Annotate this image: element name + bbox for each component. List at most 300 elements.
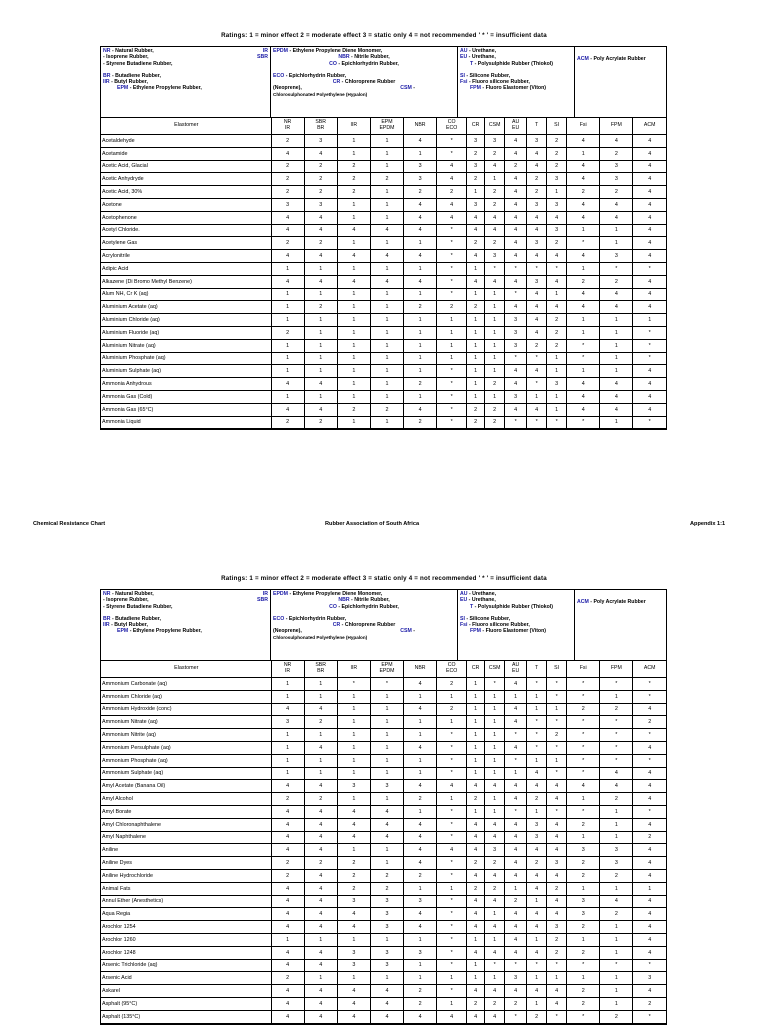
rating-cell: 3	[404, 160, 437, 173]
rating-cell: 2	[467, 793, 485, 806]
rating-cell: 4	[567, 390, 600, 403]
rating-cell: 4	[271, 147, 304, 160]
rating-cell: 2	[467, 301, 485, 314]
rating-cell: 4	[633, 390, 666, 403]
rating-cell: 1	[337, 288, 370, 301]
rating-cell: 2	[547, 729, 567, 742]
rating-cell: 2	[304, 173, 337, 186]
rating-cell: *	[437, 959, 467, 972]
rating-cell: 4	[304, 211, 337, 224]
rating-cell: 2	[600, 703, 633, 716]
rating-cell: 4	[505, 793, 527, 806]
elastomer-name-cell: Ammonium Persulphate (aq)	[101, 741, 271, 754]
rating-cell: 3	[404, 946, 437, 959]
rating-cell: 4	[567, 378, 600, 391]
resistance-chart	[100, 589, 667, 1025]
rating-cell: 1	[337, 339, 370, 352]
rating-cell: 4	[505, 921, 527, 934]
rating-cell: 4	[404, 831, 437, 844]
column-header: CR	[467, 118, 485, 135]
footer-right: Appendix 1:1	[690, 521, 726, 527]
rating-cell: 1	[370, 416, 403, 429]
rating-cell: *	[485, 959, 505, 972]
rating-cell: 4	[505, 186, 527, 199]
rating-cell: 1	[547, 288, 567, 301]
elastomer-name-cell: Acetic Anhydryde	[101, 173, 271, 186]
elastomer-name-cell: Ammonia Gas (65°C)	[101, 403, 271, 416]
rating-cell: 4	[633, 237, 666, 250]
rating-cell: 1	[485, 716, 505, 729]
rating-cell: 1	[337, 314, 370, 327]
rating-cell: 1	[337, 390, 370, 403]
rating-cell: 4	[527, 946, 547, 959]
rating-cell: 1	[485, 729, 505, 742]
rating-cell: 4	[337, 908, 370, 921]
rating-cell: 4	[485, 780, 505, 793]
rating-cell: 1	[304, 326, 337, 339]
legend-col-3: AU - Urethane, EU - Urethane, T - Polysulphide Rubber (Thiokol) SI - Silicone Rubber, Fsi - Fluoro silicone Rubber, FPM - Fluoro Elastomer (Viton)	[458, 590, 575, 660]
rating-cell: 2	[600, 793, 633, 806]
rating-cell: 4	[467, 224, 485, 237]
rating-cell: 4	[600, 403, 633, 416]
rating-cell: 4	[467, 818, 485, 831]
rating-cell: 1	[304, 339, 337, 352]
rating-cell: 1	[485, 288, 505, 301]
rating-cell: 2	[437, 186, 467, 199]
column-header: ACM	[633, 118, 666, 135]
rating-cell: 4	[567, 135, 600, 148]
rating-cell: 4	[337, 985, 370, 998]
rating-cell: *	[567, 339, 600, 352]
rating-cell: 4	[337, 275, 370, 288]
rating-cell: 1	[271, 301, 304, 314]
rating-cell: 4	[370, 1010, 403, 1023]
rating-cell: 1	[370, 741, 403, 754]
elastomer-name-cell: Askarel	[101, 985, 271, 998]
rating-cell: 2	[547, 339, 567, 352]
rating-cell: 4	[467, 985, 485, 998]
rating-cell: 4	[567, 211, 600, 224]
rating-cell: 4	[567, 780, 600, 793]
rating-cell: 2	[467, 173, 485, 186]
table-row	[101, 301, 666, 314]
rating-cell: 1	[485, 741, 505, 754]
rating-cell: 4	[505, 741, 527, 754]
rating-cell: 3	[505, 326, 527, 339]
rating-cell: 1	[337, 211, 370, 224]
rating-cell: 1	[600, 314, 633, 327]
column-header: CR	[467, 661, 485, 678]
rating-cell: 2	[467, 416, 485, 429]
rating-cell: 4	[633, 301, 666, 314]
rating-cell: *	[527, 352, 547, 365]
elastomer-name-cell: Arsenic Trichloride (aq)	[101, 959, 271, 972]
rating-cell: 1	[547, 972, 567, 985]
rating-cell: 1	[600, 985, 633, 998]
rating-cell: 1	[485, 314, 505, 327]
rating-cell: 1	[404, 972, 437, 985]
rating-cell: *	[437, 908, 467, 921]
rating-cell: 1	[404, 326, 437, 339]
rating-cell: 4	[467, 780, 485, 793]
rating-cell: 4	[547, 985, 567, 998]
rating-cell: *	[547, 959, 567, 972]
rating-cell: 2	[633, 831, 666, 844]
table-row	[101, 857, 666, 870]
rating-cell: 4	[527, 985, 547, 998]
legend-col-4: ACM - Poly Acrylate Rubber	[577, 56, 646, 62]
rating-cell: 4	[271, 403, 304, 416]
rating-cell: 1	[467, 716, 485, 729]
table-row	[101, 805, 666, 818]
elastomer-name-cell: Acetylene Gas	[101, 237, 271, 250]
table-row	[101, 147, 666, 160]
rating-cell: 4	[404, 844, 437, 857]
rating-cell: *	[567, 741, 600, 754]
rating-cell: 2	[271, 972, 304, 985]
rating-cell: 4	[567, 250, 600, 263]
rating-cell: 2	[567, 869, 600, 882]
rating-cell: 4	[337, 818, 370, 831]
table-body	[101, 135, 666, 429]
elastomer-name-cell: Ammonium Nitrate (aq)	[101, 716, 271, 729]
rating-cell: *	[527, 378, 547, 391]
rating-cell: 1	[567, 831, 600, 844]
rating-cell: 1	[467, 690, 485, 703]
rating-cell: 4	[467, 946, 485, 959]
rating-cell: 4	[547, 780, 567, 793]
rating-cell: 1	[485, 301, 505, 314]
rating-cell: 1	[600, 997, 633, 1010]
elastomer-name-cell: Acetic Acid, 30%	[101, 186, 271, 199]
rating-cell: 2	[271, 186, 304, 199]
rating-cell: 2	[600, 1010, 633, 1023]
elastomer-legend	[101, 590, 666, 661]
rating-cell: 1	[370, 301, 403, 314]
rating-cell: 4	[485, 869, 505, 882]
rating-cell: 2	[633, 997, 666, 1010]
rating-cell: 4	[271, 959, 304, 972]
column-header-row	[101, 661, 666, 678]
rating-cell: 4	[404, 780, 437, 793]
rating-cell: *	[547, 690, 567, 703]
rating-cell: 1	[304, 262, 337, 275]
rating-cell: 4	[505, 365, 527, 378]
rating-cell: 1	[485, 339, 505, 352]
rating-cell: 1	[437, 690, 467, 703]
rating-cell: 1	[271, 262, 304, 275]
rating-cell: 1	[304, 972, 337, 985]
rating-cell: 1	[370, 844, 403, 857]
rating-cell: 3	[404, 173, 437, 186]
rating-cell: *	[437, 985, 467, 998]
rating-cell: 3	[337, 895, 370, 908]
rating-cell: 1	[337, 729, 370, 742]
rating-cell: 4	[633, 224, 666, 237]
rating-cell: *	[527, 262, 547, 275]
rating-cell: 2	[304, 416, 337, 429]
rating-cell: *	[437, 818, 467, 831]
rating-cell: 1	[337, 933, 370, 946]
rating-cell: 4	[271, 882, 304, 895]
elastomer-name-cell: Ammonium Chloride (aq)	[101, 690, 271, 703]
rating-cell: 2	[271, 326, 304, 339]
rating-cell: 1	[337, 844, 370, 857]
rating-cell: *	[633, 1010, 666, 1023]
column-header: NBR	[404, 661, 437, 678]
rating-cell: 2	[485, 857, 505, 870]
rating-cell: 2	[370, 403, 403, 416]
rating-cell: 1	[600, 339, 633, 352]
rating-cell: 1	[370, 160, 403, 173]
resistance-table	[101, 118, 666, 429]
rating-cell: 2	[547, 933, 567, 946]
rating-cell: 4	[633, 741, 666, 754]
table-row	[101, 250, 666, 263]
rating-cell: 4	[485, 946, 505, 959]
rating-cell: 3	[485, 135, 505, 148]
rating-cell: *	[505, 959, 527, 972]
rating-cell: 3	[505, 314, 527, 327]
table-row	[101, 959, 666, 972]
column-header: T	[527, 661, 547, 678]
rating-cell: 4	[633, 818, 666, 831]
table-row	[101, 135, 666, 148]
rating-cell: 1	[304, 933, 337, 946]
table-row	[101, 160, 666, 173]
rating-cell: 4	[485, 211, 505, 224]
rating-cell: *	[437, 275, 467, 288]
rating-cell: 1	[370, 314, 403, 327]
rating-cell: 1	[467, 703, 485, 716]
rating-cell: 4	[304, 403, 337, 416]
rating-cell: 3	[567, 895, 600, 908]
rating-cell: 1	[370, 198, 403, 211]
rating-cell: 1	[370, 339, 403, 352]
rating-cell: 1	[437, 326, 467, 339]
rating-cell: 4	[600, 301, 633, 314]
rating-cell: 2	[505, 997, 527, 1010]
elastomer-name-cell: Amyl Naphthalene	[101, 831, 271, 844]
table-row	[101, 895, 666, 908]
rating-cell: 4	[304, 275, 337, 288]
rating-cell: 4	[271, 224, 304, 237]
rating-cell: 2	[527, 857, 547, 870]
rating-cell: 2	[304, 716, 337, 729]
table-row	[101, 818, 666, 831]
rating-cell: 1	[337, 416, 370, 429]
rating-cell: 4	[505, 147, 527, 160]
column-header: FPM	[600, 661, 633, 678]
rating-cell: 4	[304, 921, 337, 934]
rating-cell: 1	[467, 754, 485, 767]
rating-cell: 2	[547, 314, 567, 327]
rating-cell: 1	[404, 805, 437, 818]
rating-cell: 2	[485, 147, 505, 160]
rating-cell: 1	[485, 703, 505, 716]
rating-cell: *	[527, 959, 547, 972]
rating-cell: 1	[600, 882, 633, 895]
rating-cell: 2	[404, 301, 437, 314]
rating-cell: 1	[527, 805, 547, 818]
elastomer-header: Elastomer	[101, 118, 271, 135]
rating-cell: 3	[337, 959, 370, 972]
rating-cell: 4	[404, 908, 437, 921]
rating-cell: 4	[547, 793, 567, 806]
rating-cell: 4	[600, 895, 633, 908]
rating-cell: 4	[567, 198, 600, 211]
elastomer-name-cell: Acetic Acid, Glacial	[101, 160, 271, 173]
rating-cell: 4	[485, 921, 505, 934]
rating-cell: *	[633, 690, 666, 703]
rating-cell: 3	[547, 378, 567, 391]
table-row	[101, 882, 666, 895]
rating-cell: 4	[304, 895, 337, 908]
rating-cell: 4	[404, 741, 437, 754]
rating-cell: 4	[485, 275, 505, 288]
rating-cell: 3	[370, 895, 403, 908]
rating-cell: 4	[527, 301, 547, 314]
rating-cell: 4	[404, 857, 437, 870]
rating-cell: 4	[505, 135, 527, 148]
footer-left: Chemical Resistance Chart	[33, 521, 106, 527]
rating-cell: 2	[547, 147, 567, 160]
rating-cell: 1	[567, 326, 600, 339]
table-row	[101, 831, 666, 844]
rating-cell: 1	[485, 754, 505, 767]
rating-cell: 4	[633, 275, 666, 288]
rating-cell: 1	[370, 729, 403, 742]
rating-cell: 1	[404, 933, 437, 946]
rating-cell: 1	[304, 767, 337, 780]
rating-cell: 1	[547, 365, 567, 378]
rating-cell: 3	[547, 921, 567, 934]
rating-cell: 1	[370, 147, 403, 160]
rating-cell: 2	[271, 869, 304, 882]
rating-cell: 3	[370, 946, 403, 959]
rating-cell: 2	[600, 186, 633, 199]
rating-cell: 1	[271, 729, 304, 742]
table-row	[101, 793, 666, 806]
column-header: NR IR	[271, 661, 304, 678]
rating-cell: *	[485, 678, 505, 691]
rating-cell: 2	[527, 1010, 547, 1023]
rating-cell: 4	[404, 224, 437, 237]
rating-cell: *	[505, 352, 527, 365]
rating-cell: 1	[600, 326, 633, 339]
rating-cell: 1	[404, 882, 437, 895]
rating-cell: 1	[467, 741, 485, 754]
rating-cell: 1	[337, 237, 370, 250]
table-row	[101, 703, 666, 716]
column-header: FPM	[600, 118, 633, 135]
rating-cell: 1	[485, 365, 505, 378]
rating-cell: 3	[271, 198, 304, 211]
rating-cell: 4	[337, 224, 370, 237]
rating-cell: 1	[404, 262, 437, 275]
rating-cell: 4	[633, 921, 666, 934]
rating-cell: 3	[527, 237, 547, 250]
legend-col-2: EPDM - Ethylene Propylene Diene Monomer, NBR - Nitrile Rubber, CO - Epichlorhydrin Rubber, ECO - Epichlorhydrin Rubber, CR - Chloroprene Rubber (Neoprene), CSM - Chlorosulphonated Polyethylene (Hypalon)	[271, 590, 458, 660]
rating-cell: 4	[547, 275, 567, 288]
table-row	[101, 416, 666, 429]
rating-cell: 4	[633, 135, 666, 148]
rating-cell: 4	[600, 390, 633, 403]
rating-cell: 2	[304, 237, 337, 250]
rating-cell: 1	[370, 972, 403, 985]
table-row	[101, 198, 666, 211]
rating-cell: 1	[547, 390, 567, 403]
rating-cell: 2	[567, 186, 600, 199]
rating-cell: 4	[505, 908, 527, 921]
rating-cell: 1	[527, 997, 547, 1010]
rating-cell: 2	[527, 186, 547, 199]
elastomer-name-cell: Arsenic Acid	[101, 972, 271, 985]
rating-cell: 4	[600, 198, 633, 211]
table-row	[101, 173, 666, 186]
rating-cell: 4	[271, 997, 304, 1010]
rating-cell: 3	[600, 250, 633, 263]
rating-cell: 4	[505, 933, 527, 946]
rating-cell: 4	[467, 844, 485, 857]
rating-cell: 1	[404, 352, 437, 365]
rating-cell: 4	[404, 818, 437, 831]
rating-cell: 3	[600, 160, 633, 173]
rating-cell: 1	[370, 352, 403, 365]
rating-cell: 1	[600, 352, 633, 365]
rating-cell: 4	[633, 946, 666, 959]
rating-cell: 1	[527, 390, 547, 403]
rating-cell: 4	[505, 844, 527, 857]
rating-cell: 4	[370, 250, 403, 263]
rating-cell: 2	[567, 703, 600, 716]
rating-cell: 1	[337, 147, 370, 160]
rating-cell: 4	[505, 985, 527, 998]
elastomer-name-cell: Arochlor 1248	[101, 946, 271, 959]
rating-cell: 3	[505, 339, 527, 352]
rating-cell: 1	[485, 173, 505, 186]
rating-cell: *	[437, 921, 467, 934]
rating-cell: 4	[505, 946, 527, 959]
rating-cell: 2	[337, 403, 370, 416]
rating-cell: *	[567, 690, 600, 703]
rating-cell: 1	[370, 378, 403, 391]
rating-cell: 4	[567, 301, 600, 314]
table-row	[101, 754, 666, 767]
rating-cell: 1	[600, 831, 633, 844]
rating-cell: 3	[370, 908, 403, 921]
rating-cell: 3	[485, 844, 505, 857]
rating-cell: 4	[404, 703, 437, 716]
rating-cell: 1	[600, 237, 633, 250]
table-row	[101, 678, 666, 691]
rating-cell: 4	[404, 275, 437, 288]
rating-cell: 1	[271, 690, 304, 703]
elastomer-name-cell: Acetamide	[101, 147, 271, 160]
elastomer-name-cell: Asphalt (135°C)	[101, 1010, 271, 1023]
rating-cell: *	[633, 352, 666, 365]
rating-cell: 4	[633, 895, 666, 908]
rating-cell: 1	[404, 314, 437, 327]
rating-cell: 3	[567, 908, 600, 921]
rating-cell: *	[437, 250, 467, 263]
legend-col-3: AU - Urethane, EU - Urethane, T - Polysulphide Rubber (Thiokol) SI - Silicone Rubber, Fsi - Fluoro silicone Rubber, FPM - Fluoro Elastomer (Viton)	[458, 47, 575, 117]
rating-cell: 4	[505, 250, 527, 263]
elastomer-name-cell: Ammonia Liquid	[101, 416, 271, 429]
rating-cell: 1	[547, 703, 567, 716]
rating-cell: 4	[271, 908, 304, 921]
elastomer-name-cell: Aqua Regia	[101, 908, 271, 921]
